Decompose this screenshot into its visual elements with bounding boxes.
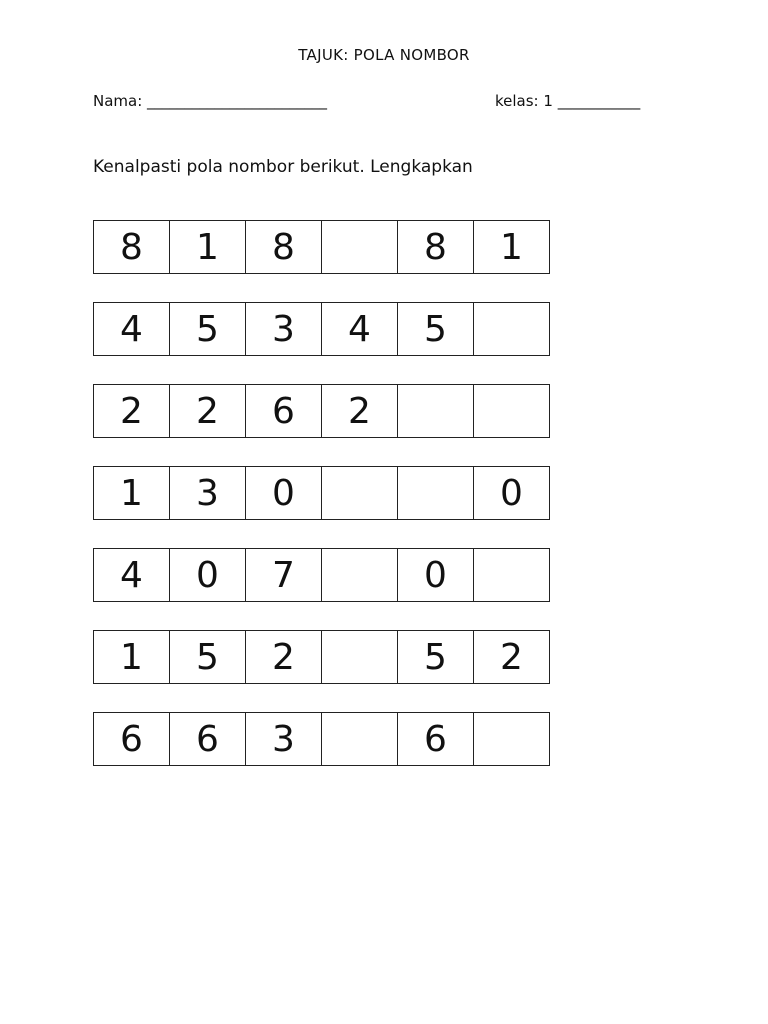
pattern-row-6	[93, 630, 550, 684]
pattern-cell: 0	[169, 548, 246, 602]
pattern-cell	[473, 548, 550, 602]
pattern-cell: 3	[169, 466, 246, 520]
pattern-cell	[321, 220, 398, 274]
pattern-cell: 8	[245, 220, 322, 274]
pattern-cell	[321, 712, 398, 766]
pattern-cell: 5	[169, 302, 246, 356]
pattern-cell: 0	[473, 466, 550, 520]
pattern-cell: 2	[93, 384, 170, 438]
pattern-cell: 4	[93, 302, 170, 356]
pattern-cell: 4	[93, 548, 170, 602]
pattern-cell: 0	[397, 548, 474, 602]
pattern-cell: 4	[321, 302, 398, 356]
pattern-cell: 1	[169, 220, 246, 274]
pattern-cell	[321, 548, 398, 602]
pattern-cell: 2	[245, 630, 322, 684]
instruction-text: Kenalpasti pola nombor berikut. Lengkapkan	[93, 157, 473, 177]
name-field-line: Nama: ________________________	[93, 92, 328, 110]
pattern-cell: 2	[473, 630, 550, 684]
pattern-cell: 7	[245, 548, 322, 602]
pattern-cell	[473, 384, 550, 438]
pattern-cell	[397, 466, 474, 520]
pattern-row-3	[93, 384, 550, 438]
pattern-row-2	[93, 302, 550, 356]
pattern-cell: 6	[397, 712, 474, 766]
class-field-line: kelas: 1 ___________	[495, 92, 641, 110]
pattern-cell: 0	[245, 466, 322, 520]
pattern-cell: 1	[93, 630, 170, 684]
pattern-cell: 2	[321, 384, 398, 438]
pattern-row-4	[93, 466, 550, 520]
pattern-cell	[473, 302, 550, 356]
pattern-row-7	[93, 712, 550, 766]
pattern-cell: 2	[169, 384, 246, 438]
pattern-cell: 3	[245, 302, 322, 356]
pattern-cell: 8	[397, 220, 474, 274]
pattern-cell: 3	[245, 712, 322, 766]
number-pattern-grid	[93, 220, 550, 794]
pattern-cell: 6	[93, 712, 170, 766]
pattern-row-1	[93, 220, 550, 274]
pattern-cell: 5	[397, 630, 474, 684]
pattern-cell: 6	[245, 384, 322, 438]
pattern-cell: 6	[169, 712, 246, 766]
pattern-cell: 1	[93, 466, 170, 520]
pattern-cell: 1	[473, 220, 550, 274]
pattern-row-5	[93, 548, 550, 602]
pattern-cell	[321, 466, 398, 520]
pattern-cell: 5	[397, 302, 474, 356]
pattern-cell	[397, 384, 474, 438]
pattern-cell: 5	[169, 630, 246, 684]
pattern-cell	[473, 712, 550, 766]
pattern-cell: 8	[93, 220, 170, 274]
pattern-cell	[321, 630, 398, 684]
worksheet-title: TAJUK: POLA NOMBOR	[298, 46, 470, 64]
